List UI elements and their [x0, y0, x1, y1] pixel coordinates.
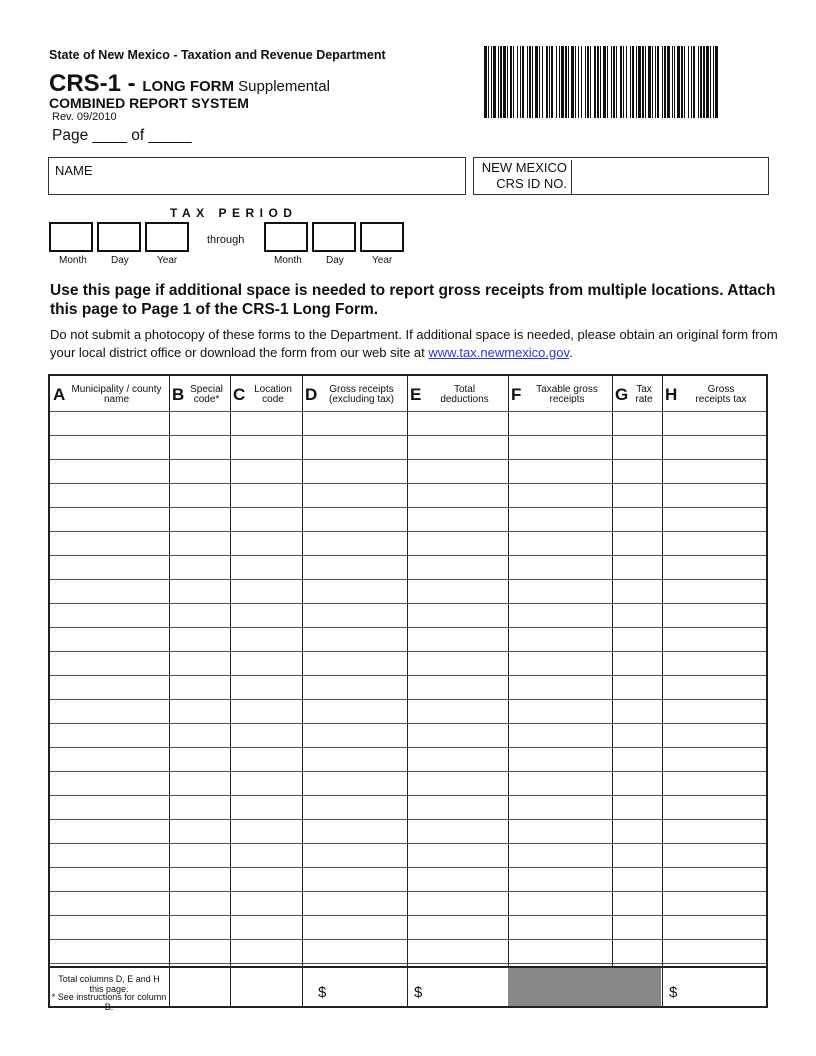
column-f-letter: F: [511, 385, 522, 404]
table-row[interactable]: [50, 724, 766, 747]
table-row[interactable]: [50, 484, 766, 507]
table-row[interactable]: [50, 532, 766, 555]
start-month-label: Month: [59, 255, 87, 266]
through-label: through: [207, 234, 245, 246]
end-year-box[interactable]: [360, 222, 404, 252]
column-divider: [169, 376, 170, 1006]
total-h-dollar[interactable]: $: [669, 984, 678, 1001]
column-d-letter: D: [305, 385, 318, 404]
column-g-letter: G: [615, 385, 629, 404]
start-day-box[interactable]: [97, 222, 141, 252]
table-row[interactable]: [50, 628, 766, 651]
start-year-label: Year: [157, 255, 178, 266]
table-row[interactable]: [50, 868, 766, 891]
column-h-letter: H: [665, 385, 678, 404]
column-f-label: Taxable gross receipts: [536, 384, 598, 405]
end-year-label: Year: [372, 255, 393, 266]
end-month-box[interactable]: [264, 222, 308, 252]
start-year-box[interactable]: [145, 222, 189, 252]
column-e-letter: E: [410, 385, 422, 404]
table-row[interactable]: [50, 772, 766, 795]
instructions-body: Do not submit a photocopy of these forms to the Department. If additional space is needed, please obtain an original form from your local district office or download the form from our web site at: [50, 327, 778, 360]
start-day-label: Day: [111, 255, 129, 266]
shaded-total-cell: [508, 968, 661, 1006]
instructions-end: .: [569, 345, 573, 360]
form-code: CRS-1: [49, 70, 122, 97]
department-name: State of New Mexico - Taxation and Revenue Department: [49, 48, 386, 62]
crs-id-label-line2: CRS ID NO.: [496, 176, 567, 191]
page-number-line[interactable]: Page ____ of _____: [52, 127, 192, 144]
table-row[interactable]: [50, 916, 766, 939]
table-row[interactable]: [50, 700, 766, 723]
total-d-dollar[interactable]: $: [318, 984, 327, 1001]
column-c-label: Location code: [254, 384, 292, 405]
table-row[interactable]: [50, 940, 766, 963]
table-row[interactable]: [50, 556, 766, 579]
table-row[interactable]: [50, 508, 766, 531]
end-month-label: Month: [274, 255, 302, 266]
form-title: [49, 70, 330, 98]
column-b-label: Special code*: [190, 384, 223, 405]
name-label: NAME: [55, 163, 93, 178]
instructions-text: [50, 326, 795, 362]
table-row[interactable]: [50, 676, 766, 699]
system-name: COMBINED REPORT SYSTEM: [49, 95, 249, 111]
barcode-image: [482, 46, 718, 118]
table-row[interactable]: [50, 892, 766, 915]
column-c-letter: C: [233, 385, 246, 404]
table-row[interactable]: [50, 820, 766, 843]
table-row[interactable]: [50, 604, 766, 627]
column-a-label: Municipality / county name: [71, 384, 162, 405]
column-h-label: Gross receipts tax: [695, 384, 747, 405]
usage-headline: Use this page if additional space is needed to report gross receipts from multiple locations. Attach this page to Page 1 of the CRS-1 Long Form.: [50, 282, 776, 318]
column-divider: [230, 376, 231, 1006]
crs-id-field[interactable]: [473, 157, 769, 195]
totals-label: Total columns D, E and H this page.: [58, 974, 160, 994]
revision-label: Rev. 09/2010: [52, 111, 117, 123]
column-divider: [508, 376, 509, 1006]
table-row[interactable]: [50, 460, 766, 483]
column-b-letter: B: [172, 385, 185, 404]
column-divider: [407, 376, 408, 1006]
column-g-label: Tax rate: [635, 384, 653, 405]
table-row[interactable]: [50, 796, 766, 819]
total-e-dollar[interactable]: $: [414, 984, 423, 1001]
table-row[interactable]: [50, 844, 766, 867]
end-day-label: Day: [326, 255, 344, 266]
table-row[interactable]: [50, 412, 766, 435]
row-rule: [50, 963, 766, 964]
gross-receipts-table: [48, 374, 768, 1012]
table-row[interactable]: [50, 652, 766, 675]
column-e-label: Total deductions: [440, 384, 489, 405]
crs-id-label-line1: NEW MEXICO: [481, 160, 567, 175]
column-a-letter: A: [53, 385, 66, 404]
column-b-footnote: * See instructions for column B.: [51, 992, 167, 1012]
column-divider: [612, 376, 613, 1006]
column-d-label: Gross receipts (excluding tax): [328, 384, 395, 405]
website-link[interactable]: www.tax.newmexico.gov: [428, 345, 570, 360]
supplemental-label: Supplemental: [234, 78, 330, 95]
table-row[interactable]: [50, 436, 766, 459]
start-month-box[interactable]: [49, 222, 93, 252]
crs-id-label: [474, 160, 572, 194]
column-divider: [662, 376, 663, 1006]
end-day-box[interactable]: [312, 222, 356, 252]
tax-period-title: TAX PERIOD: [170, 206, 298, 220]
column-divider: [302, 376, 303, 1006]
table-row[interactable]: [50, 580, 766, 603]
form-title-dash: -: [121, 70, 143, 97]
long-form-label: LONG FORM: [142, 78, 234, 95]
name-field[interactable]: [48, 157, 466, 195]
table-row[interactable]: [50, 748, 766, 771]
